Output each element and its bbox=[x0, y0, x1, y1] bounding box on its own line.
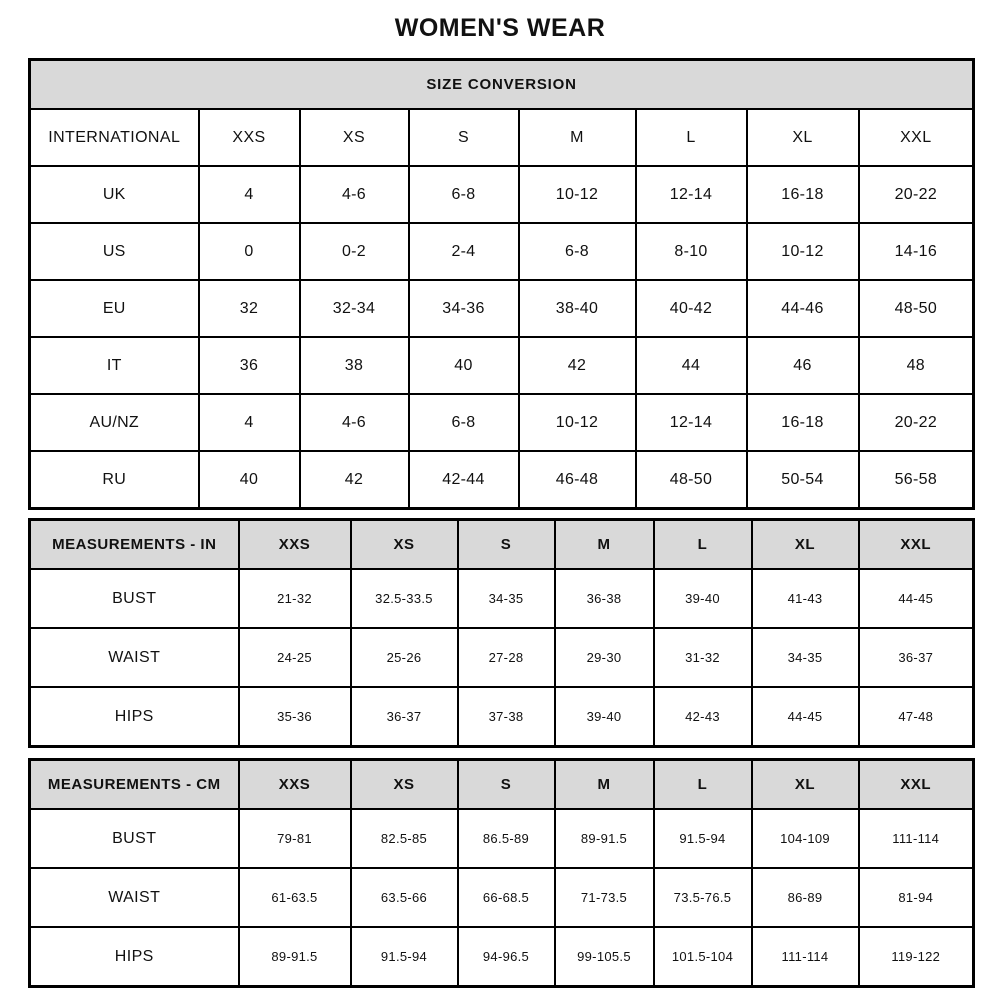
size-conversion-header-row bbox=[30, 60, 974, 110]
cell: 24-25 bbox=[239, 628, 351, 687]
cell: 4 bbox=[199, 394, 300, 451]
table-row-waist-in bbox=[30, 628, 974, 687]
cell: 61-63.5 bbox=[239, 868, 351, 927]
cell: 79-81 bbox=[239, 809, 351, 868]
column-header-m: M bbox=[519, 109, 636, 166]
cell: 40-42 bbox=[636, 280, 747, 337]
measurements-cm-table bbox=[28, 758, 975, 988]
measurements-cm-title: MEASUREMENTS - CM bbox=[30, 760, 239, 810]
cell: 44-46 bbox=[747, 280, 859, 337]
row-label-us: US bbox=[30, 223, 199, 280]
measurements-in-table bbox=[28, 518, 975, 748]
column-header-l: L bbox=[654, 520, 752, 570]
size-chart-page bbox=[28, 0, 972, 988]
table-row-ru bbox=[30, 451, 974, 509]
row-label-hips: HIPS bbox=[30, 687, 239, 747]
table-row-eu bbox=[30, 280, 974, 337]
cell: 36 bbox=[199, 337, 300, 394]
table-row-aunz bbox=[30, 394, 974, 451]
cell: 119-122 bbox=[859, 927, 974, 987]
table-row-bust-cm bbox=[30, 809, 974, 868]
cell: 34-35 bbox=[458, 569, 555, 628]
cell: 32-34 bbox=[300, 280, 409, 337]
cell: 34-35 bbox=[752, 628, 859, 687]
cell: 12-14 bbox=[636, 394, 747, 451]
column-header-s: S bbox=[458, 520, 555, 570]
cell: 25-26 bbox=[351, 628, 458, 687]
column-header-s: S bbox=[409, 109, 519, 166]
cell: 104-109 bbox=[752, 809, 859, 868]
cell: 48-50 bbox=[636, 451, 747, 509]
cell: 94-96.5 bbox=[458, 927, 555, 987]
measurements-in-header-row bbox=[30, 520, 974, 570]
row-label-ru: RU bbox=[30, 451, 199, 509]
row-label-waist: WAIST bbox=[30, 868, 239, 927]
measurements-cm-header-row bbox=[30, 760, 974, 810]
column-header-xxs: XXS bbox=[239, 520, 351, 570]
row-label-aunz: AU/NZ bbox=[30, 394, 199, 451]
size-conversion-columns-row bbox=[30, 109, 974, 166]
cell: 44-45 bbox=[859, 569, 974, 628]
table-row-it bbox=[30, 337, 974, 394]
cell: 16-18 bbox=[747, 394, 859, 451]
cell: 46-48 bbox=[519, 451, 636, 509]
cell: 16-18 bbox=[747, 166, 859, 223]
cell: 12-14 bbox=[636, 166, 747, 223]
cell: 46 bbox=[747, 337, 859, 394]
table-row-hips-cm bbox=[30, 927, 974, 987]
cell: 32 bbox=[199, 280, 300, 337]
cell: 36-38 bbox=[555, 569, 654, 628]
cell: 32.5-33.5 bbox=[351, 569, 458, 628]
cell: 41-43 bbox=[752, 569, 859, 628]
cell: 20-22 bbox=[859, 166, 974, 223]
cell: 4-6 bbox=[300, 166, 409, 223]
table-row-uk bbox=[30, 166, 974, 223]
row-label-hips: HIPS bbox=[30, 927, 239, 987]
spacer bbox=[28, 510, 972, 518]
cell: 40 bbox=[409, 337, 519, 394]
row-label-uk: UK bbox=[30, 166, 199, 223]
cell: 48 bbox=[859, 337, 974, 394]
cell: 2-4 bbox=[409, 223, 519, 280]
column-header-l: L bbox=[654, 760, 752, 810]
cell: 82.5-85 bbox=[351, 809, 458, 868]
cell: 48-50 bbox=[859, 280, 974, 337]
size-conversion-title: SIZE CONVERSION bbox=[30, 60, 974, 110]
cell: 27-28 bbox=[458, 628, 555, 687]
cell: 99-105.5 bbox=[555, 927, 654, 987]
cell: 38 bbox=[300, 337, 409, 394]
cell: 86.5-89 bbox=[458, 809, 555, 868]
cell: 111-114 bbox=[859, 809, 974, 868]
column-header-xxl: XXL bbox=[859, 109, 974, 166]
page-title: WOMEN'S WEAR bbox=[394, 14, 606, 42]
cell: 39-40 bbox=[555, 687, 654, 747]
cell: 56-58 bbox=[859, 451, 974, 509]
spacer bbox=[28, 748, 972, 758]
cell: 81-94 bbox=[859, 868, 974, 927]
cell: 42-43 bbox=[654, 687, 752, 747]
column-header-xxs: XXS bbox=[239, 760, 351, 810]
table-row-us bbox=[30, 223, 974, 280]
table-row-bust-in bbox=[30, 569, 974, 628]
cell: 40 bbox=[199, 451, 300, 509]
row-label-bust: BUST bbox=[30, 809, 239, 868]
cell: 21-32 bbox=[239, 569, 351, 628]
cell: 66-68.5 bbox=[458, 868, 555, 927]
cell: 31-32 bbox=[654, 628, 752, 687]
cell: 29-30 bbox=[555, 628, 654, 687]
column-header-l: L bbox=[636, 109, 747, 166]
column-header-m: M bbox=[555, 520, 654, 570]
cell: 10-12 bbox=[519, 166, 636, 223]
cell: 10-12 bbox=[747, 223, 859, 280]
measurements-in-title: MEASUREMENTS - IN bbox=[30, 520, 239, 570]
cell: 6-8 bbox=[409, 166, 519, 223]
cell: 36-37 bbox=[351, 687, 458, 747]
column-header-xs: XS bbox=[351, 760, 458, 810]
cell: 8-10 bbox=[636, 223, 747, 280]
cell: 38-40 bbox=[519, 280, 636, 337]
column-header-xxl: XXL bbox=[859, 760, 974, 810]
cell: 0-2 bbox=[300, 223, 409, 280]
column-header-s: S bbox=[458, 760, 555, 810]
row-label-it: IT bbox=[30, 337, 199, 394]
cell: 42 bbox=[519, 337, 636, 394]
row-label-eu: EU bbox=[30, 280, 199, 337]
table-row-waist-cm bbox=[30, 868, 974, 927]
row-label-bust: BUST bbox=[30, 569, 239, 628]
cell: 10-12 bbox=[519, 394, 636, 451]
size-conversion-table bbox=[28, 58, 975, 510]
cell: 89-91.5 bbox=[239, 927, 351, 987]
column-header-international: INTERNATIONAL bbox=[30, 109, 199, 166]
row-label-waist: WAIST bbox=[30, 628, 239, 687]
cell: 50-54 bbox=[747, 451, 859, 509]
cell: 91.5-94 bbox=[654, 809, 752, 868]
cell: 34-36 bbox=[409, 280, 519, 337]
cell: 4-6 bbox=[300, 394, 409, 451]
cell: 44 bbox=[636, 337, 747, 394]
column-header-xxl: XXL bbox=[859, 520, 974, 570]
cell: 71-73.5 bbox=[555, 868, 654, 927]
cell: 91.5-94 bbox=[351, 927, 458, 987]
cell: 73.5-76.5 bbox=[654, 868, 752, 927]
cell: 35-36 bbox=[239, 687, 351, 747]
cell: 6-8 bbox=[409, 394, 519, 451]
cell: 39-40 bbox=[654, 569, 752, 628]
cell: 89-91.5 bbox=[555, 809, 654, 868]
cell: 0 bbox=[199, 223, 300, 280]
cell: 20-22 bbox=[859, 394, 974, 451]
cell: 47-48 bbox=[859, 687, 974, 747]
cell: 37-38 bbox=[458, 687, 555, 747]
column-header-xxs: XXS bbox=[199, 109, 300, 166]
cell: 86-89 bbox=[752, 868, 859, 927]
cell: 14-16 bbox=[859, 223, 974, 280]
column-header-xl: XL bbox=[752, 520, 859, 570]
cell: 44-45 bbox=[752, 687, 859, 747]
cell: 63.5-66 bbox=[351, 868, 458, 927]
cell: 36-37 bbox=[859, 628, 974, 687]
cell: 6-8 bbox=[519, 223, 636, 280]
column-header-xl: XL bbox=[752, 760, 859, 810]
cell: 4 bbox=[199, 166, 300, 223]
table-row-hips-in bbox=[30, 687, 974, 747]
column-header-xs: XS bbox=[300, 109, 409, 166]
cell: 42 bbox=[300, 451, 409, 509]
cell: 101.5-104 bbox=[654, 927, 752, 987]
cell: 42-44 bbox=[409, 451, 519, 509]
column-header-m: M bbox=[555, 760, 654, 810]
cell: 111-114 bbox=[752, 927, 859, 987]
column-header-xl: XL bbox=[747, 109, 859, 166]
column-header-xs: XS bbox=[351, 520, 458, 570]
